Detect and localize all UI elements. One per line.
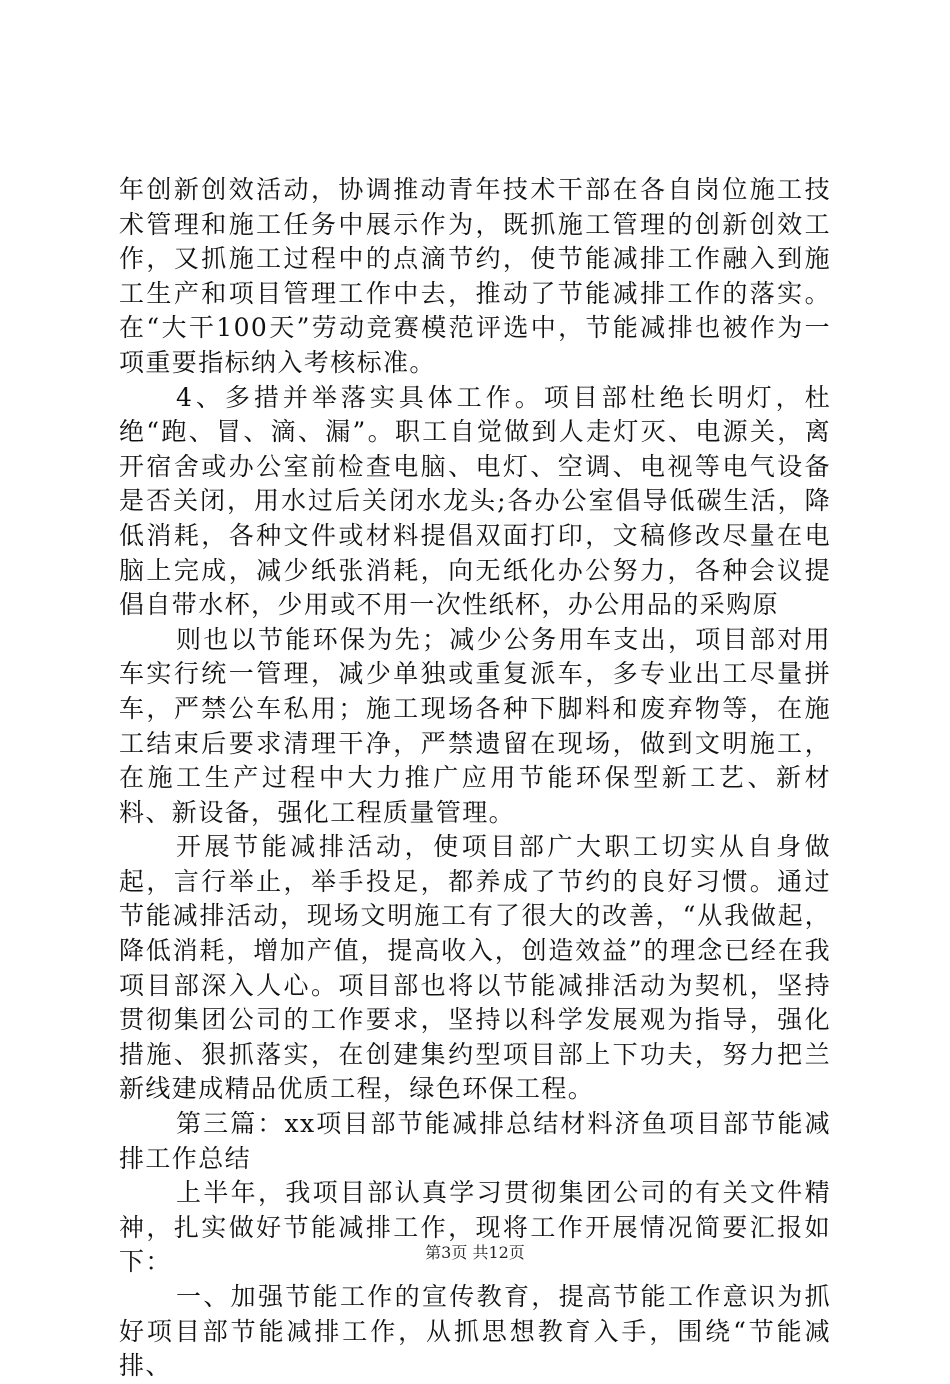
paragraph-continuation: 年创新创效活动，协调推动青年技术干部在各自岗位施工技术管理和施工任务中展示作为，既抓施工管理的创新创效工作，又抓施工过程中的点滴节约，使节能减排工作融入到施工生产和项目管理工作中去，推动了节能减排工作的落实。在“大干100天”劳动竞赛模范评选中，节能减排也被作为一项重要指标纳入考核标准。 xyxy=(119,175,831,377)
section-heading-part-three: 第三篇：xx项目部节能减排总结材料济鱼项目部节能减排工作总结 xyxy=(119,1109,831,1173)
paragraph-summary: 开展节能减排活动，使项目部广大职工切实从自身做起，言行举止，举手投足，都养成了节约的良好习惯。通过节能减排活动，现场文明施工有了很大的改善，“从我做起，降低消耗，增加产值，提高收入，创造效益”的理念已经在我项目部深入人心。项目部也将以节能减排活动为契机，坚持贯彻集团公司的工作要求，坚持以科学发展观为指导，强化措施、狠抓落实，在创建集约型项目部上下功夫，努力把兰新线建成精品优质工程，绿色环保工程。 xyxy=(119,832,831,1104)
paragraph-point-1: 一、加强节能工作的宣传教育，提高节能工作意识为抓好项目部节能减排工作，从抓思想教育入手，围绕“节能减排、 xyxy=(119,1282,831,1381)
paragraph-item-4: 4、多措并举落实具体工作。项目部杜绝长明灯，杜绝“跑、冒、滴、漏”。职工自觉做到人走灯灭、电源关，离开宿舍或办公室前检查电脑、电灯、空调、电视等电气设备是否关闭，用水过后关闭水龙头;各办公室倡导低碳生活，降低消耗，各种文件或材料提倡双面打印，文稿修改尽量在电脑上完成，减少纸张消耗，向无纸化办公努力，各种会议提倡自带水杯，少用或不用一次性纸杯，办公用品的采购原 xyxy=(119,382,831,620)
paragraph-item-4-continued: 则也以节能环保为先；减少公务用车支出，项目部对用车实行统一管理，减少单独或重复派车，多专业出工尽量拼车，严禁公车私用；施工现场各种下脚料和废弃物等，在施工结束后要求清理干净，严禁遗留在现场，做到文明施工，在施工生产过程中大力推广应用节能环保型新工艺、新材料、新设备，强化工程质量管理。 xyxy=(119,624,831,827)
document-body xyxy=(119,173,831,1384)
page-number-footer: 第3页 共12页 xyxy=(425,1243,525,1262)
paragraph-intro: 上半年，我项目部认真学习贯彻集团公司的有关文件精神，扎实做好节能减排工作，现将工作开展情况简要汇报如下： xyxy=(119,1178,831,1277)
